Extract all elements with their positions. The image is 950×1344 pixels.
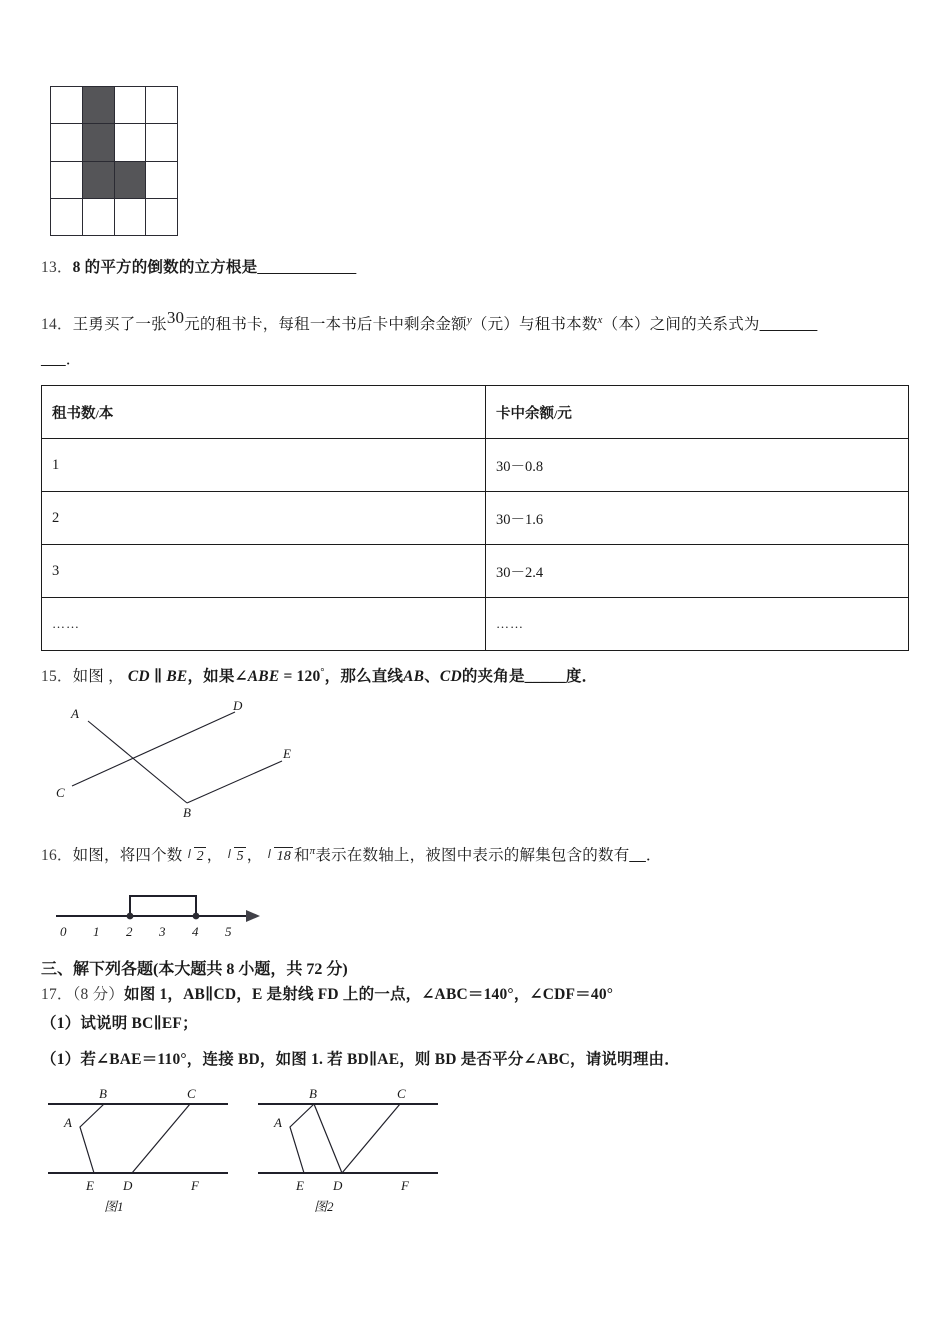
header-unit-balance: 元 — [557, 405, 572, 422]
tick-label-5: 5 — [225, 924, 232, 939]
cell-balance: …… — [486, 598, 909, 651]
header-unit-books: 本 — [98, 405, 114, 422]
question-14-blank-2[interactable]: ___ — [41, 351, 66, 368]
question-17-points: （8 分） — [72, 986, 124, 1003]
cell-books: 3 — [42, 545, 486, 598]
fig2-path-b-a-e — [290, 1104, 314, 1173]
shaded-grid-table — [50, 86, 178, 236]
question-13-text: 8 的平方的倒数的立方根是 — [72, 259, 258, 276]
cell-books: 1 — [42, 439, 486, 492]
question-15-after: ，那么直线 — [324, 668, 404, 686]
grid-cell-shaded — [114, 161, 146, 198]
question-15-angle-name: ABE — [247, 668, 280, 686]
question-13-number: 13． — [41, 259, 73, 276]
fig2-segment-cd — [342, 1104, 400, 1173]
header-slash: / — [95, 406, 99, 421]
fig2-segment-bd — [314, 1104, 342, 1173]
fig1-label-c: C — [187, 1086, 196, 1101]
rental-balance-table — [41, 385, 909, 651]
solution-bracket — [130, 896, 196, 916]
grid-cell — [114, 198, 146, 235]
table-row — [42, 545, 909, 598]
sqrt-5-value: 5 — [228, 846, 246, 867]
question-14-amount: 30 — [166, 308, 185, 327]
fig1-path-b-a-e — [80, 1104, 104, 1173]
question-14-variable-y: y — [466, 314, 472, 326]
grid-row — [51, 124, 178, 161]
tick-label-0: 0 — [60, 924, 67, 939]
grid-cell — [51, 198, 83, 235]
question-13-blank[interactable]: ____________ — [257, 259, 357, 276]
question-15-mid: ，如果∠ — [187, 668, 248, 686]
question-14-part2: 元的租书卡，每租一本书后卡中剩余金额 — [184, 316, 467, 334]
question-15-parallel-expression: CD ∥ BE — [127, 668, 188, 686]
question-15 — [41, 665, 597, 688]
table-row — [42, 439, 909, 492]
grid-cell — [114, 124, 146, 161]
fig2-label-e: E — [296, 1178, 304, 1193]
axis-arrow-icon — [246, 910, 260, 922]
tick-label-3: 3 — [159, 924, 166, 939]
question-15-blank[interactable]: _____ — [524, 668, 566, 686]
segment-ab — [88, 721, 187, 803]
question-13 — [41, 256, 356, 279]
grid-cell — [82, 198, 114, 235]
question-17-sub-1: （1）试说明 BC∥EF； — [41, 1015, 198, 1032]
question-17-figure-1 — [42, 1080, 242, 1214]
pi-symbol: π — [309, 845, 316, 857]
question-14-part1: 王勇买了一张 — [72, 316, 167, 334]
question-14-blank-1[interactable]: _______ — [759, 316, 818, 334]
grid-cell — [146, 124, 178, 161]
endpoint-dot-left — [127, 913, 134, 920]
fig2-label-b: B — [309, 1086, 317, 1101]
figure-label-b: B — [183, 805, 191, 820]
table-row — [42, 492, 909, 545]
question-14-part4: （本）之间的关系式为 — [602, 316, 760, 334]
question-17-figure-2 — [252, 1080, 452, 1214]
question-14-number: 14． — [41, 316, 73, 334]
question-15-line-ab: AB — [403, 668, 425, 686]
shaded-grid-figure — [50, 86, 178, 231]
grid-row — [51, 198, 178, 235]
question-14-continuation — [41, 348, 81, 371]
question-15-number: 15． — [41, 668, 73, 686]
grid-cell — [51, 87, 83, 124]
question-14 — [41, 305, 817, 336]
table-row — [42, 598, 909, 651]
question-15-separator: 、 — [424, 668, 440, 686]
cell-balance: 30－1.6 — [486, 492, 909, 545]
fig2-label-c: C — [397, 1086, 406, 1101]
grid-cell — [146, 87, 178, 124]
table-header-balance: 卡中余额/元 — [486, 386, 909, 439]
fig1-label-e: E — [86, 1178, 94, 1193]
grid-row — [51, 87, 178, 124]
question-16-conjunction: 和 — [293, 847, 310, 865]
grid-cell-shaded — [82, 87, 114, 124]
grid-cell — [146, 198, 178, 235]
grid-cell — [146, 161, 178, 198]
grid-cell — [51, 124, 83, 161]
question-14-part3: （元）与租书本数 — [471, 316, 598, 334]
number-line-diagram — [52, 888, 267, 940]
fig1-label-f: F — [191, 1178, 199, 1193]
question-15-line-cd: CD — [439, 668, 462, 686]
tick-label-1: 1 — [93, 924, 100, 939]
cell-balance: 30－2.4 — [486, 545, 909, 598]
figure-label-d: D — [233, 698, 243, 713]
question-16-period: ． — [645, 847, 662, 865]
question-17 — [41, 983, 613, 1006]
table-header-books: 租书数/本 — [42, 386, 486, 439]
sqrt-2-value: 2 — [188, 846, 206, 867]
grid-row — [51, 161, 178, 198]
question-17-sub-2: （1）若∠BAE＝110°，连接 BD，如图 1. 若 BD∥AE，则 BD 是否平分∠ABC，请说明理由． — [41, 1051, 680, 1068]
table-header-row — [42, 386, 909, 439]
header-slash: / — [554, 406, 558, 421]
grid-cell — [114, 87, 146, 124]
cell-books: 2 — [42, 492, 486, 545]
fig1-label-d: D — [123, 1178, 133, 1193]
question-16-number: 16． — [41, 847, 73, 865]
fig2-caption: 图2 — [314, 1199, 334, 1214]
grid-cell-shaded — [82, 161, 114, 198]
fig2-label-f: F — [401, 1178, 409, 1193]
question-16: 16．如图，将四个数 2 ， 5 ， 18 和$^\pi$表示在数轴上，被图中表示的解集包含的数有__． — [41, 843, 662, 867]
question-16-tail: 表示在数轴上，被图中表示的解集包含的数有 — [315, 847, 630, 865]
question-15-equals: = 120 — [279, 668, 321, 686]
fig2-label-a: A — [274, 1115, 282, 1130]
grid-cell-shaded — [82, 124, 114, 161]
figure-label-c: C — [56, 785, 65, 800]
fig1-segment-cd — [132, 1104, 190, 1173]
cell-books: …… — [42, 598, 486, 651]
fig1-label-a: A — [64, 1115, 72, 1130]
figure-label-a: A — [71, 706, 79, 721]
question-17-stem: 如图 1，AB∥CD，E 是射线 FD 上的一点，∠ABC＝140°，∠CDF＝40° — [124, 986, 614, 1003]
endpoint-dot-right — [193, 913, 200, 920]
question-16-blank[interactable]: __ — [629, 847, 646, 865]
tick-label-4: 4 — [192, 924, 199, 939]
question-15-tail: 的夹角是 — [461, 668, 525, 686]
fig1-label-b: B — [99, 1086, 107, 1101]
fig1-caption: 图1 — [104, 1199, 124, 1214]
crossing-lines-diagram — [50, 698, 320, 820]
sqrt-18-value: 18 — [268, 846, 293, 867]
fig2-label-d: D — [333, 1178, 343, 1193]
question-15-lead: 如图 ， — [72, 668, 124, 686]
cell-balance: 30－0.8 — [486, 439, 909, 492]
question-14-tail: ． — [65, 351, 82, 368]
degree-icon: ° — [320, 667, 325, 678]
section-3-heading: 三、解下列各题(本大题共 8 小题，共 72 分) — [41, 961, 348, 978]
question-17-number: 17． — [41, 986, 73, 1003]
question-15-unit: 度． — [565, 668, 598, 686]
grid-cell — [51, 161, 83, 198]
segment-be — [187, 761, 282, 803]
question-16-lead: 如图，将四个数 — [72, 847, 183, 865]
figure-label-e: E — [283, 746, 291, 761]
question-14-variable-x: x — [597, 314, 603, 326]
tick-label-2: 2 — [126, 924, 133, 939]
